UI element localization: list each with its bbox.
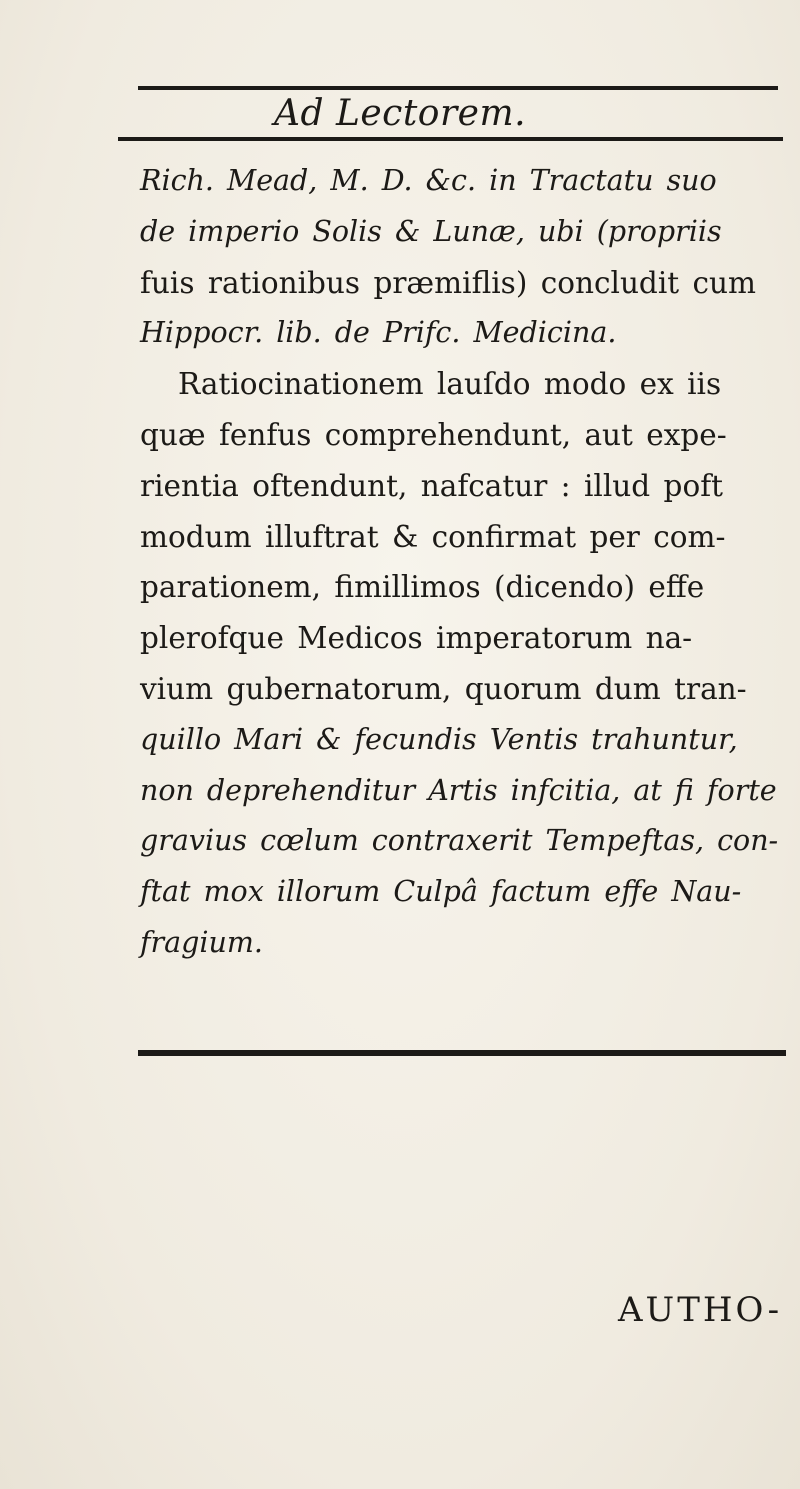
text-line: quillo Mari & fecundis Ventis trahuntur, xyxy=(140,722,738,756)
text-line: fuis rationibus præmiflis) concludit cum xyxy=(140,265,756,300)
body-text xyxy=(140,156,790,969)
text-line: fragium. xyxy=(140,925,263,959)
text-line: non deprehenditur Artis infcitia, at fi forte xyxy=(140,773,777,807)
text-line: gravius cœlum contraxerit Tempeftas, con- xyxy=(140,824,779,858)
text-line: ftat mox illorum Culpâ factum effe Nau- xyxy=(140,875,742,909)
text-line: vium gubernatorum, quorum dum tran- xyxy=(140,671,747,706)
text-line: Rich. Mead, M. D. &c. in Tractatu suo xyxy=(140,164,717,197)
running-head: Ad Lectorem. xyxy=(273,93,527,134)
text-line: plerofque Medicos imperatorum na- xyxy=(140,621,693,656)
text-line: quæ fenfus comprehendunt, aut expe- xyxy=(140,417,727,452)
catchword: AUTHO- xyxy=(618,1290,783,1330)
text-line: parationem, fimillimos (dicendo) effe xyxy=(140,570,705,605)
text-line: rientia oftendunt, nafcatur : illud poft xyxy=(140,468,723,503)
header-rule xyxy=(118,137,783,141)
text-line: de imperio Solis & Lunæ, ubi (propriis xyxy=(140,214,722,248)
text-line: Ratiocinationem lauſdo modo ex iis xyxy=(178,367,722,402)
bottom-rule xyxy=(138,1050,786,1056)
text-line: modum illuftrat & confirmat per com- xyxy=(140,519,726,554)
top-rule xyxy=(138,86,778,90)
text-line: Hippocr. lib. de Prifc. Medicina. xyxy=(140,316,617,350)
